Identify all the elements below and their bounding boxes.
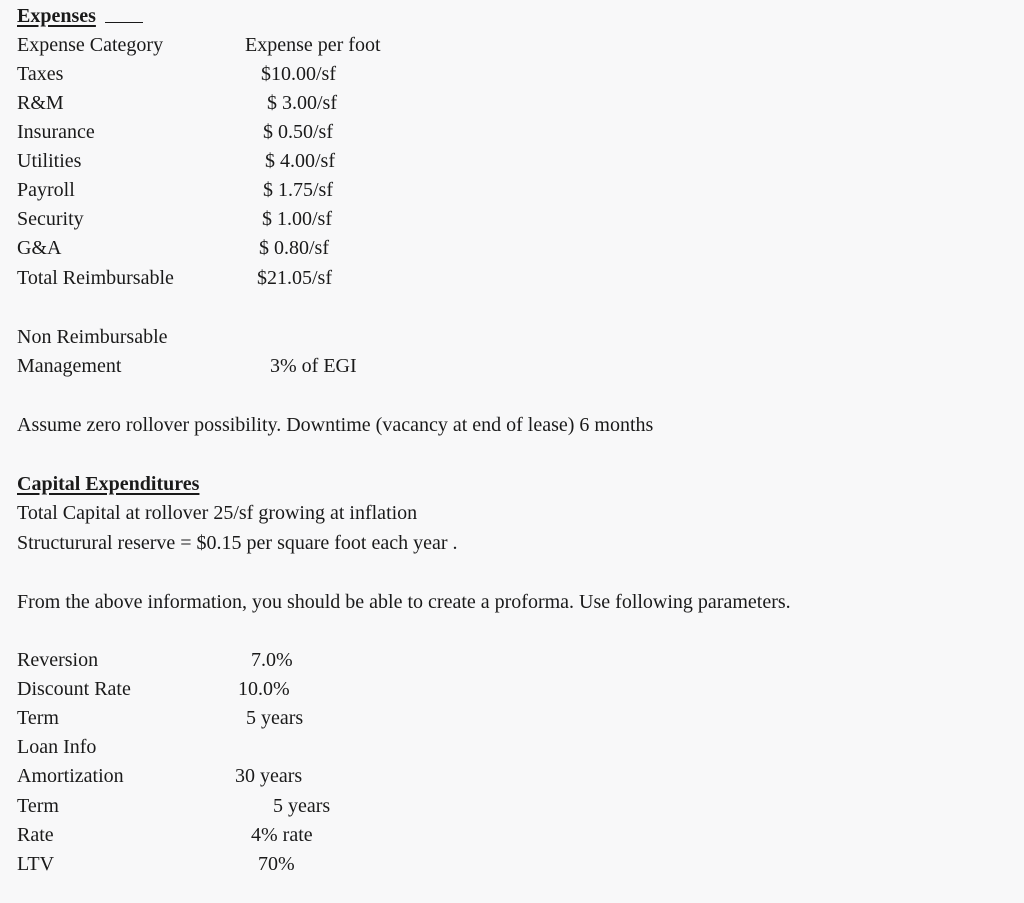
- parameter-value: 4% rate: [251, 824, 313, 846]
- expense-row-value: $ 0.50/sf: [263, 121, 333, 143]
- expense-row-value: $10.00/sf: [261, 63, 336, 85]
- expense-row-value: $ 3.00/sf: [267, 92, 337, 114]
- capex-line-1: Total Capital at rollover 25/sf growing at inflation: [17, 502, 418, 524]
- expense-row-label: Insurance: [17, 121, 95, 143]
- parameter-label: Amortization: [17, 765, 124, 787]
- expense-row-label: G&A: [17, 237, 62, 259]
- parameter-value: 70%: [258, 853, 295, 875]
- management-value: 3% of EGI: [270, 355, 357, 377]
- parameter-label: Term: [17, 707, 59, 729]
- total-reimbursable-value: $21.05/sf: [257, 267, 332, 289]
- rollover-note: Assume zero rollover possibility. Downtime (vacancy at end of lease) 6 months: [17, 414, 654, 436]
- non-reimbursable-heading: Non Reimbursable: [17, 326, 168, 348]
- parameter-value: 10.0%: [238, 678, 290, 700]
- parameter-value: 5 years: [273, 795, 331, 817]
- parameter-label: LTV: [17, 853, 55, 875]
- management-label: Management: [17, 355, 122, 377]
- capex-heading: Capital Expenditures: [17, 473, 200, 495]
- expense-row-label: Taxes: [17, 63, 64, 85]
- parameter-label: Discount Rate: [17, 678, 131, 700]
- expense-per-foot-header: Expense per foot: [245, 34, 381, 56]
- expense-row-label: R&M: [17, 92, 64, 114]
- capex-line-2: Structurural reserve = $0.15 per square foot each year .: [17, 532, 458, 554]
- parameter-label: Reversion: [17, 649, 99, 671]
- parameter-value: 5 years: [246, 707, 304, 729]
- expense-row-value: $ 0.80/sf: [259, 237, 329, 259]
- parameter-label: Term: [17, 795, 59, 817]
- expense-row-label: Payroll: [17, 179, 75, 201]
- expense-row-label: Security: [17, 208, 84, 230]
- instructions-text: From the above information, you should be able to create a proforma. Use following parameters.: [17, 591, 791, 613]
- parameter-label: Rate: [17, 824, 54, 846]
- total-reimbursable-label: Total Reimbursable: [17, 267, 174, 289]
- parameter-value: 7.0%: [251, 649, 293, 671]
- heading-underline: [105, 22, 143, 23]
- expense-row-value: $ 1.00/sf: [262, 208, 332, 230]
- parameter-value: 30 years: [235, 765, 303, 787]
- loan-info-label: Loan Info: [17, 736, 97, 758]
- expense-row-label: Utilities: [17, 150, 82, 172]
- expenses-heading: Expenses: [17, 5, 96, 27]
- expense-row-value: $ 4.00/sf: [265, 150, 335, 172]
- expense-row-value: $ 1.75/sf: [263, 179, 333, 201]
- expense-category-header: Expense Category: [17, 34, 164, 56]
